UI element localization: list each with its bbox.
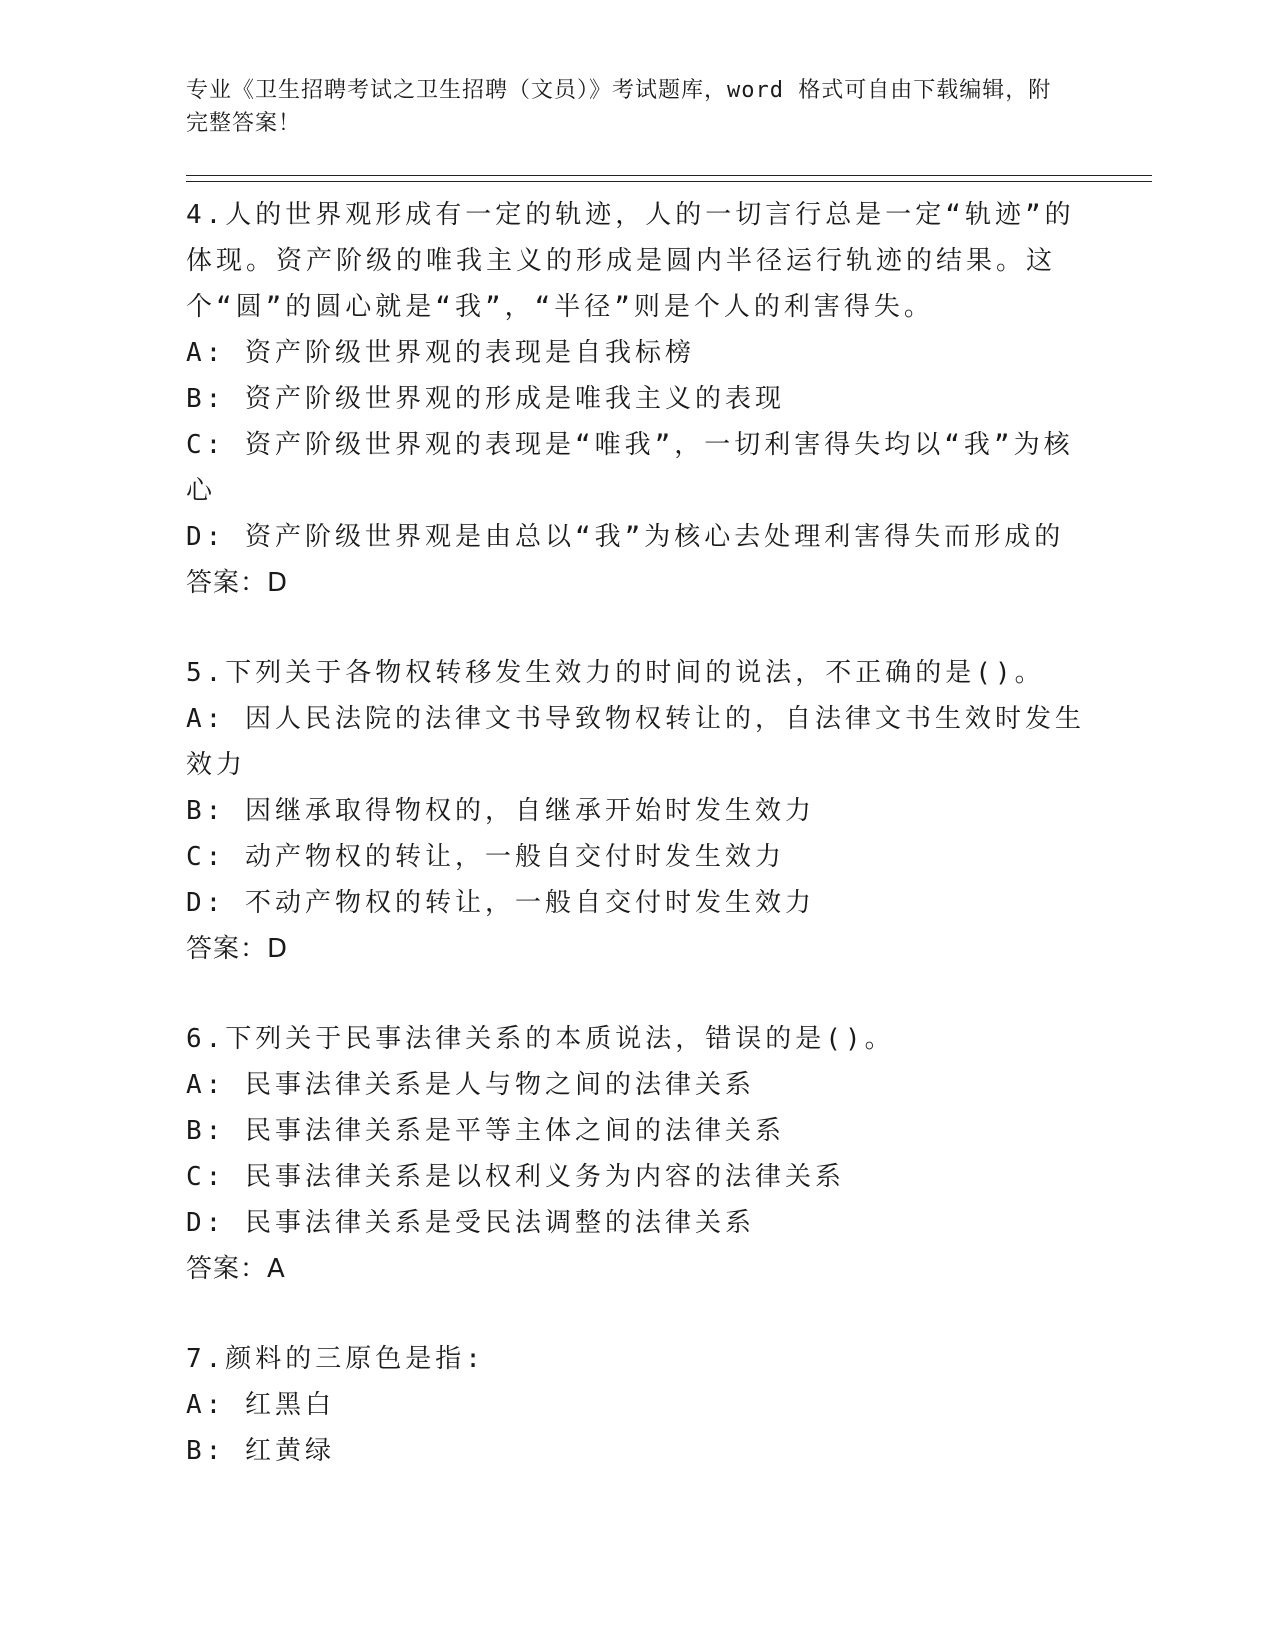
header-rule-top (186, 175, 1152, 176)
option-c: C: 动产物权的转让，一般自交付时发生效力 (186, 842, 785, 872)
option-d: D: 不动产物权的转让，一般自交付时发生效力 (186, 888, 815, 918)
option-b: B: 红黄绿 (186, 1436, 335, 1466)
question-6 (186, 1016, 1086, 1292)
answer-label: 答案：D (186, 934, 289, 964)
option-c: C: 资产阶级世界观的表现是“唯我”，一切利害得失均以“我”为核心 (186, 430, 1074, 506)
question-stem: 5.下列关于各物权转移发生效力的时间的说法，不正确的是()。 (186, 658, 1045, 688)
header-rule-bottom (186, 181, 1152, 182)
option-a: A: 资产阶级世界观的表现是自我标榜 (186, 338, 695, 368)
question-5 (186, 650, 1086, 972)
question-stem: 4.人的世界观形成有一定的轨迹，人的一切言行总是一定“轨迹”的体现。资产阶级的唯我主义的形成是圆内半径运行轨迹的结果。这个“圆”的圆心就是“我”，“半径”则是个人的利害得失。 (186, 200, 1075, 322)
question-4 (186, 192, 1086, 606)
option-c: C: 民事法律关系是以权利义务为内容的法律关系 (186, 1162, 845, 1192)
question-stem: 7.颜料的三原色是指: (186, 1344, 485, 1374)
answer-label: 答案：D (186, 568, 289, 598)
option-d: D: 民事法律关系是受民法调整的法律关系 (186, 1208, 755, 1238)
question-stem: 6.下列关于民事法律关系的本质说法，错误的是()。 (186, 1024, 895, 1054)
document-header: 专业《卫生招聘考试之卫生招聘（文员）》考试题库，word 格式可自由下载编辑，附完整答案！ (186, 78, 1052, 136)
option-d: D: 资产阶级世界观是由总以“我”为核心去处理利害得失而形成的 (186, 522, 1065, 552)
answer-label: 答案：A (186, 1254, 286, 1284)
question-list (186, 192, 1086, 1474)
option-b: B: 民事法律关系是平等主体之间的法律关系 (186, 1116, 785, 1146)
option-a: A: 民事法律关系是人与物之间的法律关系 (186, 1070, 755, 1100)
option-a: A: 红黑白 (186, 1390, 335, 1420)
option-a: A: 因人民法院的法律文书导致物权转让的，自法律文书生效时发生效力 (186, 704, 1085, 780)
question-7 (186, 1336, 1086, 1474)
option-b: B: 因继承取得物权的，自继承开始时发生效力 (186, 796, 815, 826)
option-b: B: 资产阶级世界观的形成是唯我主义的表现 (186, 384, 785, 414)
